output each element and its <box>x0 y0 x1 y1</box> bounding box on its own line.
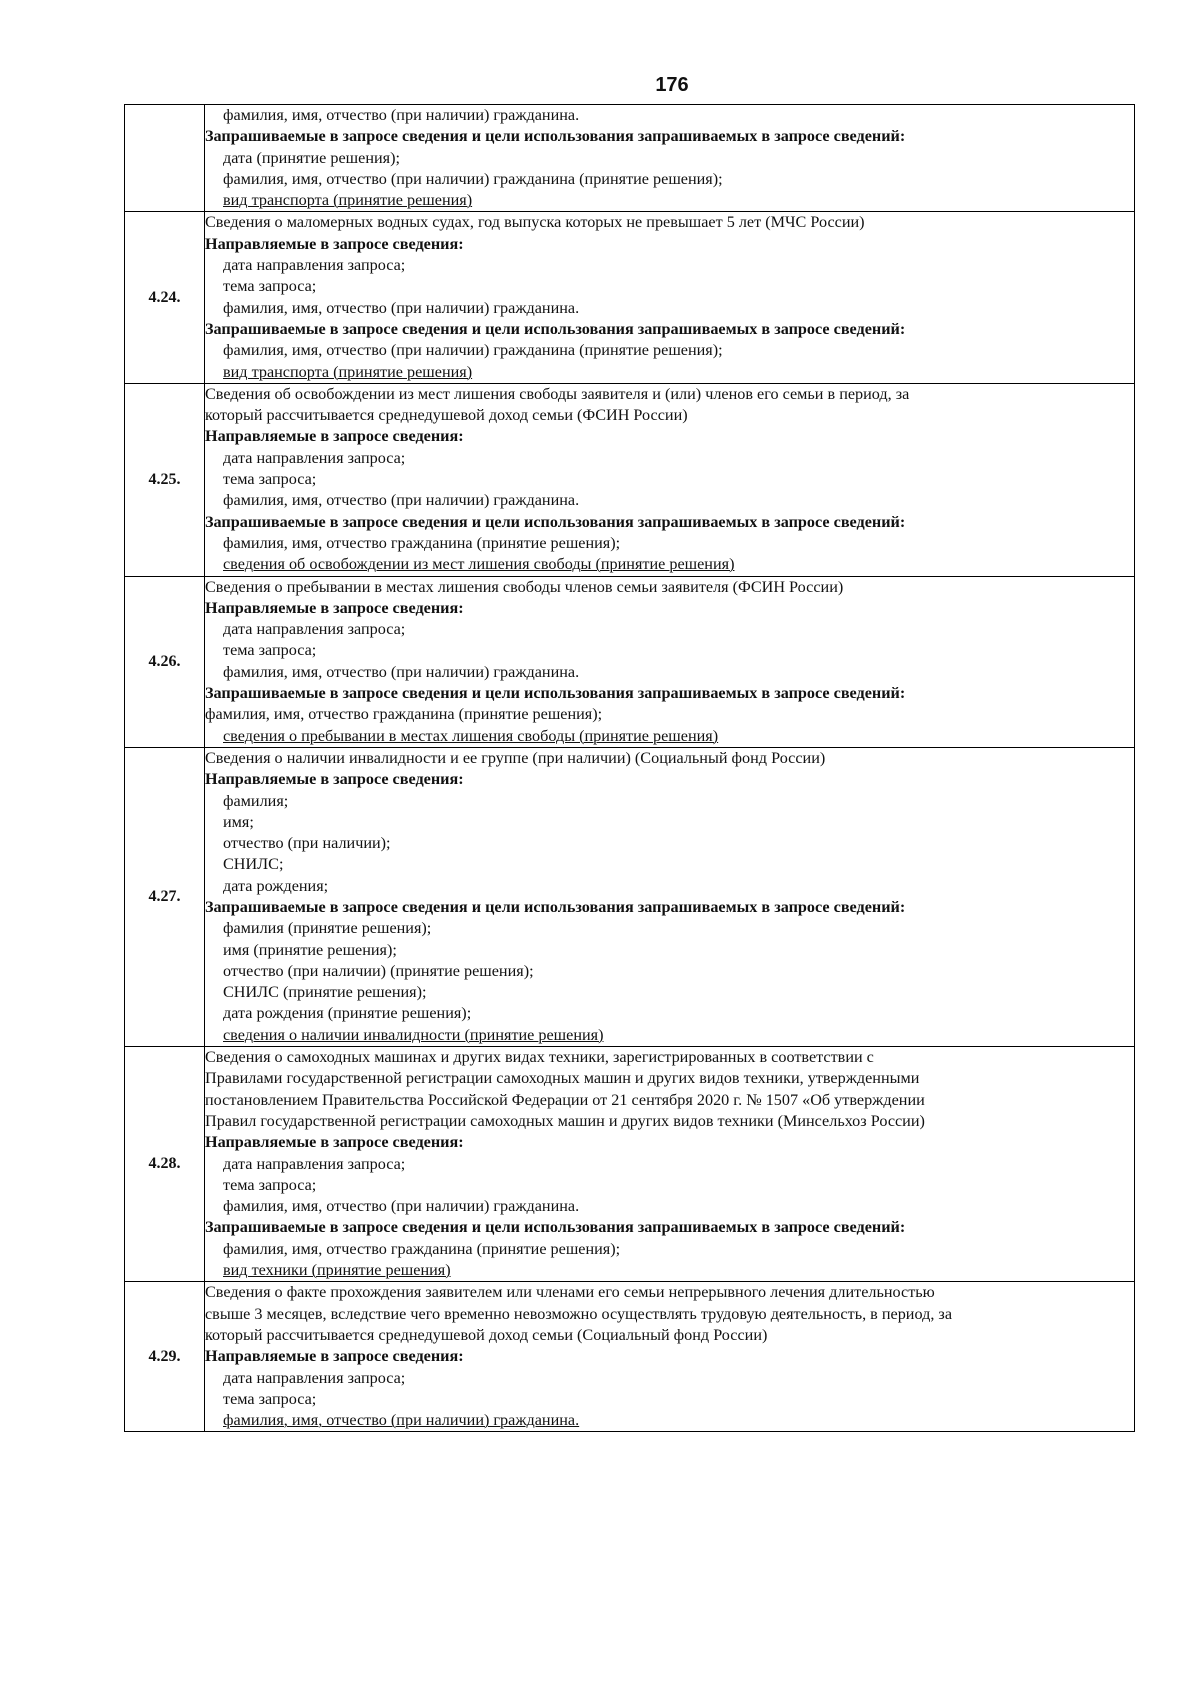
content-line: дата рождения; <box>223 876 329 895</box>
content-line: фамилия, имя, отчество гражданина (принятие решения); <box>223 1239 621 1258</box>
content-line: тема запроса; <box>223 470 317 489</box>
item-number: 4.28. <box>125 1047 205 1282</box>
content-line: фамилия, имя, отчество (при наличии) гражданина. <box>223 491 580 510</box>
item-content <box>205 1282 1135 1432</box>
item-number: 4.25. <box>125 383 205 576</box>
table-row <box>125 1047 1135 1282</box>
content-line: сведения о пребывании в местах лишения свободы (принятие решения) <box>223 726 719 745</box>
item-content <box>205 212 1135 383</box>
item-number: 4.26. <box>125 576 205 747</box>
content-line: СНИЛС (принятие решения); <box>223 983 427 1002</box>
content-line: дата (принятие решения); <box>223 148 400 167</box>
content-line: Сведения о наличии инвалидности и ее группе (при наличии) (Социальный фонд России) <box>205 748 826 767</box>
table-row <box>125 1282 1135 1432</box>
content-line: фамилия, имя, отчество гражданина (принятие решения); <box>205 705 603 724</box>
table-row <box>125 576 1135 747</box>
content-line: Правил государственной регистрации самоходных машин и других видов техники (Минсельхоз России) <box>205 1111 925 1130</box>
table-row <box>125 105 1135 212</box>
content-line: вид транспорта (принятие решения) <box>223 191 473 210</box>
table-body <box>125 105 1135 1432</box>
section-heading: Направляемые в запросе сведения: <box>205 234 464 253</box>
page-number: 176 <box>655 74 689 96</box>
item-content <box>205 383 1135 576</box>
section-heading: Запрашиваемые в запросе сведения и цели использования запрашиваемых в запросе сведений: <box>205 127 906 146</box>
item-number: 4.29. <box>125 1282 205 1432</box>
content-line: свыше 3 месяцев, вследствие чего временно невозможно осуществлять трудовую деятельность, в период, за <box>205 1304 953 1323</box>
requirements-table <box>124 104 1135 1432</box>
content-line: который рассчитывается среднедушевой доход семьи (ФСИН России) <box>205 406 688 425</box>
content-line: Правилами государственной регистрации самоходных машин и других видов техники, утвержденными <box>205 1069 920 1088</box>
section-heading: Запрашиваемые в запросе сведения и цели использования запрашиваемых в запросе сведений: <box>205 684 906 703</box>
content-line: сведения о наличии инвалидности (принятие решения) <box>223 1025 604 1044</box>
content-line: Сведения о факте прохождения заявителем или членами его семьи непрерывного лечения длительностью <box>205 1283 935 1302</box>
section-heading: Запрашиваемые в запросе сведения и цели использования запрашиваемых в запросе сведений: <box>205 512 906 531</box>
section-heading: Направляемые в запросе сведения: <box>205 770 464 789</box>
content-line: дата направления запроса; <box>223 1154 406 1173</box>
content-line: имя (принятие решения); <box>223 940 397 959</box>
content-line: Сведения о самоходных машинах и других видах техники, зарегистрированных в соответствии с <box>205 1048 874 1067</box>
item-number <box>125 105 205 212</box>
table-row <box>125 212 1135 383</box>
content-line: сведения об освобождении из мест лишения свободы (принятие решения) <box>223 555 735 574</box>
section-heading: Направляемые в запросе сведения: <box>205 598 464 617</box>
table-row <box>125 747 1135 1046</box>
item-content <box>205 105 1135 212</box>
content-line: дата направления запроса; <box>223 1368 406 1387</box>
content-line: дата рождения (принятие решения); <box>223 1004 472 1023</box>
section-heading: Запрашиваемые в запросе сведения и цели использования запрашиваемых в запросе сведений: <box>205 897 906 916</box>
item-content <box>205 747 1135 1046</box>
content-line: Сведения о пребывании в местах лишения свободы членов семьи заявителя (ФСИН России) <box>205 577 844 596</box>
content-line: тема запроса; <box>223 1175 317 1194</box>
content-line: дата направления запроса; <box>223 256 406 275</box>
content-line: отчество (при наличии) (принятие решения); <box>223 961 534 980</box>
content-line: отчество (при наличии); <box>223 834 391 853</box>
content-line: вид транспорта (принятие решения) <box>223 362 473 381</box>
item-content <box>205 576 1135 747</box>
content-line: вид техники (принятие решения) <box>223 1261 451 1280</box>
section-heading: Направляемые в запросе сведения: <box>205 1347 464 1366</box>
content-line: дата направления запроса; <box>223 448 406 467</box>
content-line: тема запроса; <box>223 641 317 660</box>
content-line: фамилия (принятие решения); <box>223 919 432 938</box>
content-line: фамилия, имя, отчество (при наличии) гражданина. <box>223 1197 580 1216</box>
content-line: фамилия, имя, отчество (при наличии) гражданина. <box>223 106 580 124</box>
content-line: тема запроса; <box>223 277 317 296</box>
content-line: дата направления запроса; <box>223 620 406 639</box>
content-line: имя; <box>223 812 254 831</box>
table-row <box>125 383 1135 576</box>
content-line: фамилия, имя, отчество (при наличии) гражданина. <box>223 662 580 681</box>
content-line: Сведения об освобождении из мест лишения свободы заявителя и (или) членов его семьи в период, за <box>205 384 910 403</box>
section-heading: Запрашиваемые в запросе сведения и цели использования запрашиваемых в запросе сведений: <box>205 319 906 338</box>
content-line: СНИЛС; <box>223 855 284 874</box>
item-number: 4.27. <box>125 747 205 1046</box>
content-line: Сведения о маломерных водных судах, год выпуска которых не превышает 5 лет (МЧС России) <box>205 213 865 232</box>
section-heading: Направляемые в запросе сведения: <box>205 427 464 446</box>
content-line: фамилия, имя, отчество (при наличии) гражданина. <box>223 298 580 317</box>
section-heading: Запрашиваемые в запросе сведения и цели использования запрашиваемых в запросе сведений: <box>205 1218 906 1237</box>
section-heading: Направляемые в запросе сведения: <box>205 1133 464 1152</box>
content-line: который рассчитывается среднедушевой доход семьи (Социальный фонд России) <box>205 1325 768 1344</box>
item-content <box>205 1047 1135 1282</box>
content-line: фамилия, имя, отчество (при наличии) гражданина. <box>223 1411 580 1430</box>
content-line: фамилия, имя, отчество гражданина (принятие решения); <box>223 533 621 552</box>
content-line: фамилия, имя, отчество (при наличии) гражданина (принятие решения); <box>223 169 723 188</box>
item-number: 4.24. <box>125 212 205 383</box>
content-line: фамилия, имя, отчество (при наличии) гражданина (принятие решения); <box>223 341 723 360</box>
content-line: постановлением Правительства Российской Федерации от 21 сентября 2020 г. № 1507 «Об утверждении <box>205 1090 925 1109</box>
content-line: тема запроса; <box>223 1389 317 1408</box>
content-line: фамилия; <box>223 791 289 810</box>
